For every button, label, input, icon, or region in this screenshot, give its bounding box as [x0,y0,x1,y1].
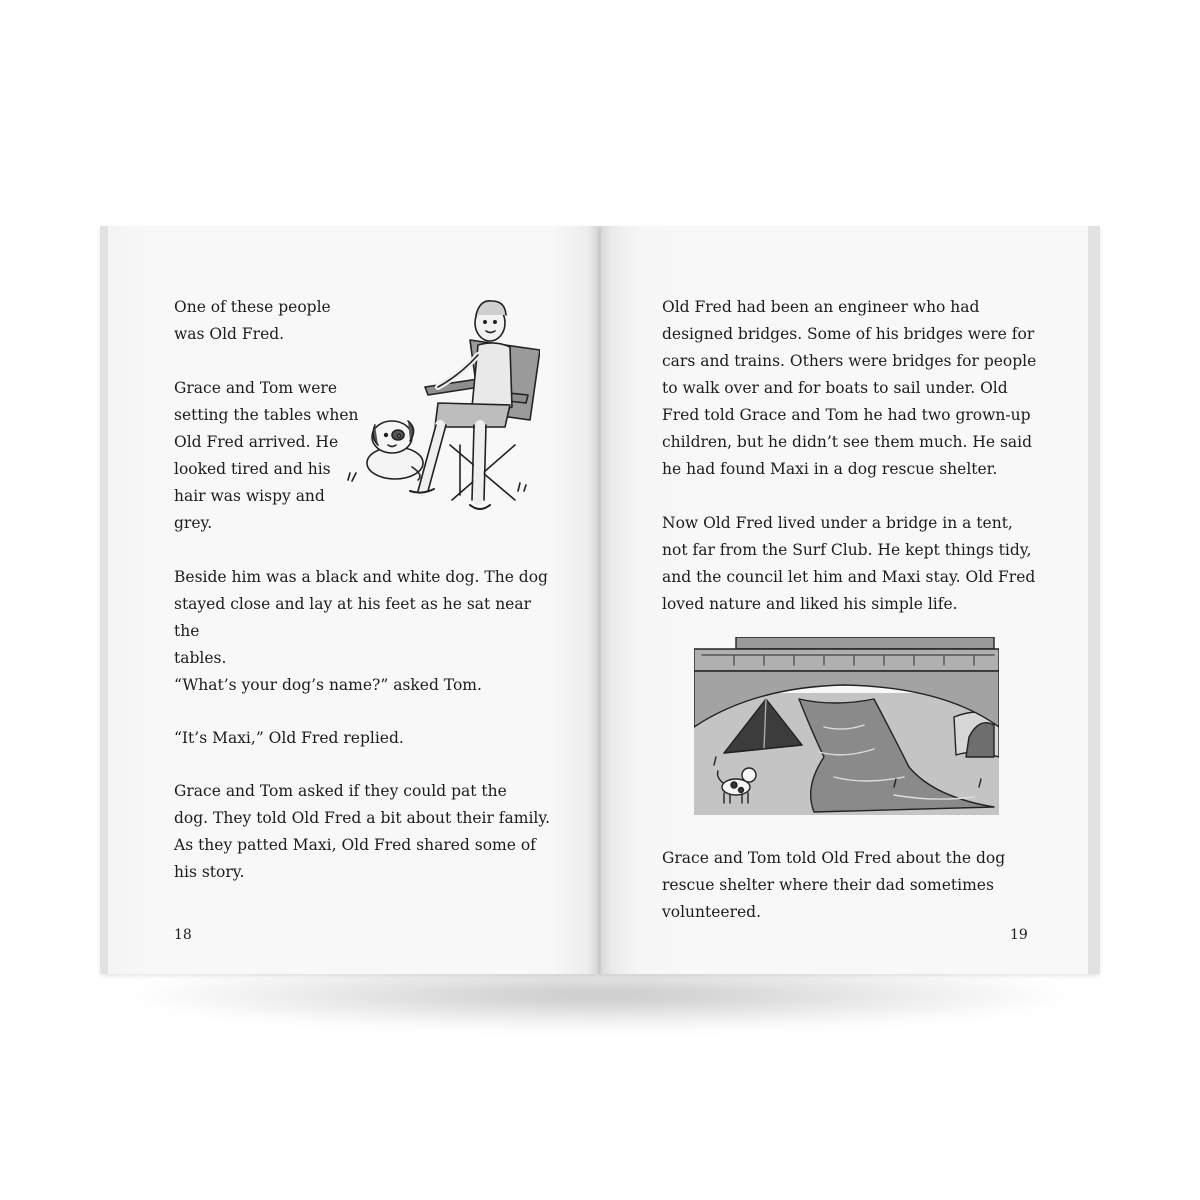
left-paragraph-5 [174,725,554,752]
left-paragraph-4 [174,672,554,699]
text-line: looked tired and his [174,460,331,478]
left-paragraph-6 [174,778,554,886]
right-paragraph-3 [662,845,1062,926]
book-gutter [588,226,612,974]
text-line: volunteered. [662,903,762,921]
right-paragraph-1 [662,294,1062,483]
text-line: and the council let him and Maxi stay. Old Fred [662,568,1036,586]
text-line: to walk over and for boats to sail under. Old [662,379,1008,397]
text-line: dog. They told Old Fred a bit about their family. [174,809,551,827]
text-line: “What’s your dog’s name?” asked Tom. [174,676,482,694]
text-line: cars and trains. Others were bridges for people [662,352,1037,370]
text-line: Now Old Fred lived under a bridge in a tent, [662,514,1013,532]
text-line: he had found Maxi in a dog rescue shelter. [662,460,998,478]
page-number-left: 18 [174,927,192,943]
text-line: not far from the Surf Club. He kept things tidy, [662,541,1032,559]
right-paragraph-2 [662,510,1062,618]
text-line: As they patted Maxi, Old Fred shared some of [174,836,536,854]
page-number-right: 19 [1010,927,1028,943]
text-line: was Old Fred. [174,325,285,343]
text-line: “It’s Maxi,” Old Fred replied. [174,729,404,747]
text-line: designed bridges. Some of his bridges were for [662,325,1035,343]
text-line: hair was wispy and [174,487,325,505]
text-line: Old Fred had been an engineer who had [662,298,980,316]
text-line: his story. [174,863,245,881]
text-line: Old Fred arrived. He [174,433,339,451]
text-line: children, but he didn’t see them much. He said [662,433,1033,451]
text-line: loved nature and liked his simple life. [662,595,958,613]
text-line: stayed close and lay at his feet as he sat near the [174,595,531,640]
bridge-with-tent-and-dog-icon [694,637,999,815]
text-line: setting the tables when [174,406,359,424]
text-line: grey. [174,514,213,532]
text-line: Grace and Tom were [174,379,337,397]
left-paragraph-3 [174,564,554,672]
text-line: One of these people [174,298,331,316]
text-line: Grace and Tom told Old Fred about the dog [662,849,1006,867]
text-line: rescue shelter where their dad sometimes [662,876,994,894]
text-line: tables. [174,649,227,667]
text-line: Beside him was a black and white dog. The dog [174,568,548,586]
text-line: Grace and Tom asked if they could pat the [174,782,507,800]
text-line: Fred told Grace and Tom he had two grown-up [662,406,1031,424]
man-in-camp-chair-with-dog-icon [340,295,540,520]
